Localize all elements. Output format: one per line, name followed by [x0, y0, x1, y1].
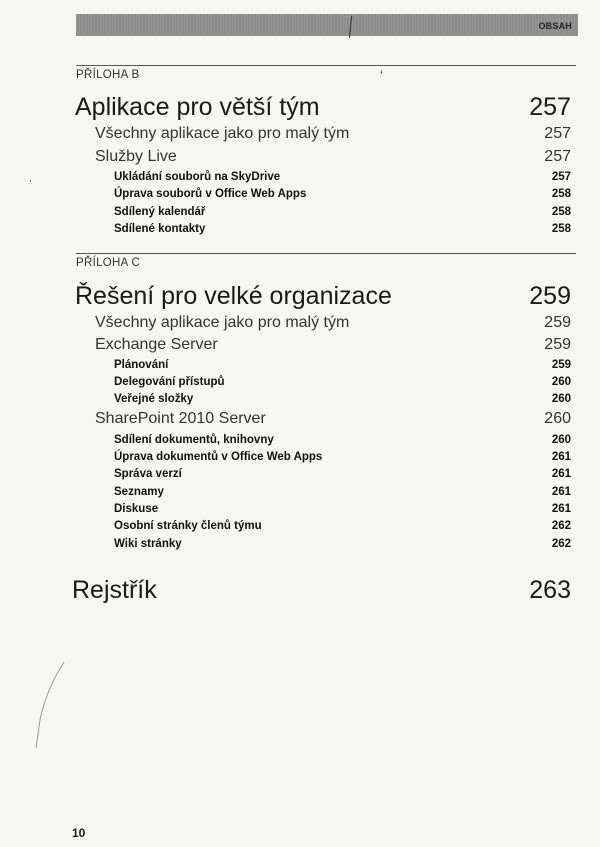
subsection-page: 261	[551, 468, 571, 480]
appendix-b-label: PŘÍLOHA B	[76, 69, 140, 81]
toc-chapter-entry[interactable]	[0, 282, 600, 310]
subsection-page: 260	[551, 393, 571, 405]
toc-index-entry[interactable]	[0, 576, 600, 604]
section-title: SharePoint 2010 Server	[95, 410, 266, 427]
chapter-title: Řešení pro velké organizace	[75, 282, 392, 310]
section-title: Všechny aplikace jako pro malý tým	[95, 125, 350, 142]
subsection-title: Diskuse	[114, 503, 159, 515]
subsection-page: 258	[551, 188, 571, 200]
subsection-page: 258	[551, 223, 571, 235]
section-title: Exchange Server	[95, 336, 218, 353]
subsection-title: Seznamy	[114, 486, 164, 498]
stray-mark: ʻ	[380, 68, 383, 83]
toc-section-entry[interactable]	[0, 125, 600, 145]
section-label: OBSAH	[538, 21, 572, 31]
toc-subsection-entry[interactable]	[0, 537, 600, 557]
subsection-page: 261	[551, 486, 571, 498]
toc-subsection-entry[interactable]	[0, 187, 600, 207]
section-page: 257	[544, 148, 571, 165]
pencil-stroke	[28, 660, 68, 750]
subsection-title: Plánování	[114, 359, 169, 371]
subsection-page: 260	[551, 434, 571, 446]
toc-subsection-entry[interactable]	[0, 519, 600, 539]
section-title: Služby Live	[95, 148, 177, 165]
index-title: Rejstřík	[72, 576, 157, 604]
subsection-title: Ukládání souborů na SkyDrive	[114, 171, 281, 183]
subsection-title: Wiki stránky	[114, 538, 182, 550]
appendix-c-label: PŘÍLOHA C	[76, 257, 141, 269]
subsection-title: Sdílení dokumentů, knihovny	[114, 434, 274, 446]
subsection-page: 262	[551, 520, 571, 532]
header-divider-mark	[349, 16, 352, 38]
subsection-page: 258	[551, 206, 571, 218]
section-page: 257	[544, 125, 571, 142]
subsection-title: Úprava dokumentů v Office Web Apps	[114, 451, 323, 463]
toc-subsection-entry[interactable]	[0, 222, 600, 242]
toc-section-entry[interactable]	[0, 314, 600, 334]
subsection-page: 260	[551, 376, 571, 388]
chapter-title: Aplikace pro větší tým	[75, 93, 320, 121]
index-page: 263	[529, 576, 571, 604]
subsection-page: 262	[551, 538, 571, 550]
section-page: 259	[544, 336, 571, 353]
section-page: 260	[544, 410, 571, 427]
subsection-page: 259	[551, 359, 571, 371]
section-page: 259	[544, 314, 571, 331]
toc-section-entry[interactable]	[0, 410, 600, 430]
subsection-page: 261	[551, 503, 571, 515]
appendix-c-rule	[76, 253, 576, 254]
subsection-page: 261	[551, 451, 571, 463]
appendix-b-rule	[76, 65, 576, 66]
subsection-title: Delegování přístupů	[114, 376, 225, 388]
toc-subsection-entry[interactable]	[0, 392, 600, 412]
subsection-page: 257	[551, 171, 571, 183]
subsection-title: Osobní stránky členů týmu	[114, 520, 262, 532]
section-title: Všechny aplikace jako pro malý tým	[95, 314, 350, 331]
subsection-title: Úprava souborů v Office Web Apps	[114, 188, 307, 200]
subsection-title: Správa verzí	[114, 468, 182, 480]
subsection-title: Sdílené kontakty	[114, 223, 206, 235]
toc-subsection-entry[interactable]	[0, 467, 600, 487]
chapter-page: 259	[529, 282, 571, 310]
page-number: 10	[72, 826, 86, 840]
header-bar	[76, 14, 578, 36]
toc-section-entry[interactable]	[0, 148, 600, 168]
toc-section-entry[interactable]	[0, 336, 600, 356]
subsection-title: Veřejné složky	[114, 393, 194, 405]
toc-chapter-entry[interactable]	[0, 93, 600, 121]
subsection-title: Sdílený kalendář	[114, 206, 206, 218]
chapter-page: 257	[529, 93, 571, 121]
